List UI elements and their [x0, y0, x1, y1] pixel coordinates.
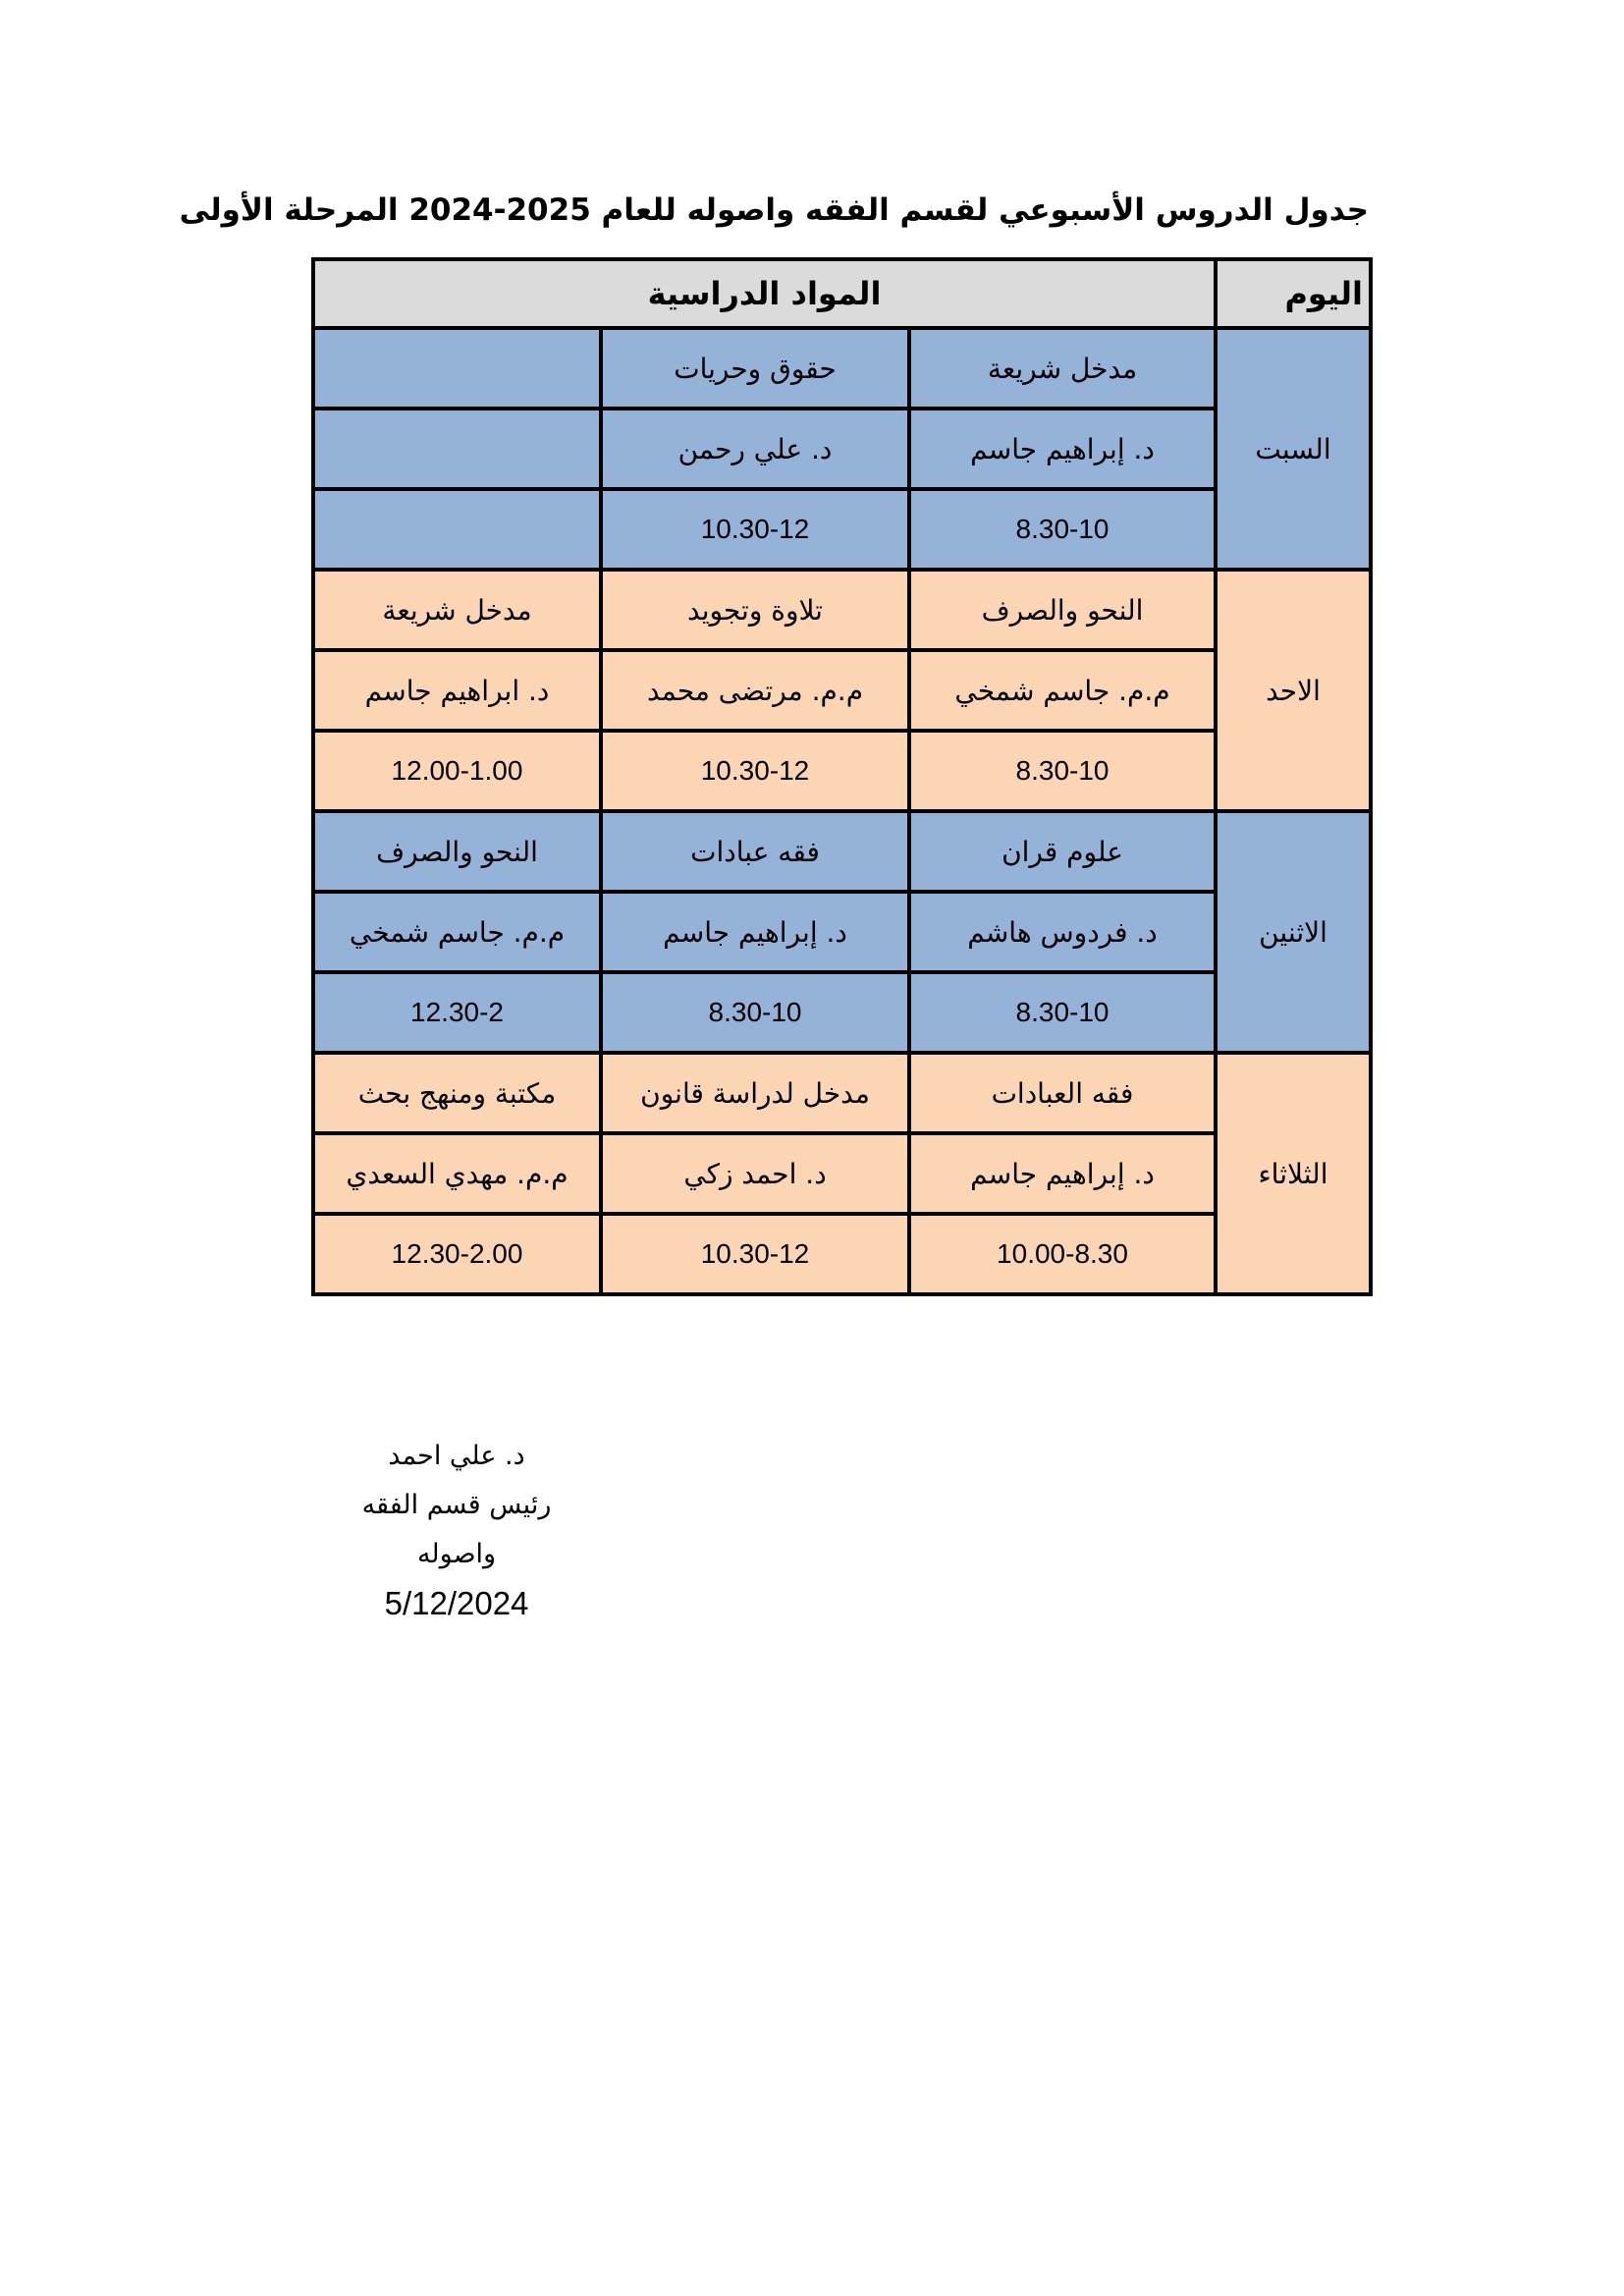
time-cell: 12.00-1.00 — [313, 731, 601, 811]
table-row — [313, 972, 1371, 1053]
table-header-row — [313, 259, 1371, 328]
time-cell: 8.30-10 — [909, 731, 1216, 811]
time-cell: 8.30-10 — [601, 972, 909, 1053]
day-column-header: اليوم — [1216, 259, 1371, 328]
teacher-cell: د. احمد زكي — [601, 1133, 909, 1214]
time-cell: 8.30-10 — [909, 972, 1216, 1053]
day-cell-monday: الاثنين — [1216, 811, 1371, 1053]
subject-cell: النحو والصرف — [909, 570, 1216, 650]
teacher-cell: د. إبراهيم جاسم — [909, 1133, 1216, 1214]
teacher-cell: م.م. جاسم شمخي — [313, 892, 601, 972]
subject-cell: مكتبة ومنهج بحث — [313, 1053, 601, 1133]
time-cell: 12.30-2.00 — [313, 1214, 601, 1294]
teacher-cell: د. علي رحمن — [601, 409, 909, 489]
teacher-cell: د. ابراهيم جاسم — [313, 650, 601, 731]
teacher-cell: د. إبراهيم جاسم — [909, 409, 1216, 489]
subject-cell: مدخل لدراسة قانون — [601, 1053, 909, 1133]
subject-cell — [313, 328, 601, 409]
subject-cell: فقه عبادات — [601, 811, 909, 892]
time-cell: 10.00-8.30 — [909, 1214, 1216, 1294]
table-row — [313, 650, 1371, 731]
table-row — [313, 1053, 1371, 1133]
subject-cell: مدخل شريعة — [909, 328, 1216, 409]
table-row — [313, 328, 1371, 409]
table-row — [313, 409, 1371, 489]
day-cell-tuesday: الثلاثاء — [1216, 1053, 1371, 1294]
day-cell-saturday: السبت — [1216, 328, 1371, 570]
teacher-cell — [313, 409, 601, 489]
subjects-header: المواد الدراسية — [313, 259, 1216, 328]
table-row — [313, 731, 1371, 811]
subject-cell: النحو والصرف — [313, 811, 601, 892]
time-cell: 10.30-12 — [601, 731, 909, 811]
table-row — [313, 1133, 1371, 1214]
subject-cell: تلاوة وتجويد — [601, 570, 909, 650]
signature-role: رئيس قسم الفقه واصوله — [361, 1490, 552, 1569]
subject-cell: فقه العبادات — [909, 1053, 1216, 1133]
time-cell: 12.30-2 — [313, 972, 601, 1053]
teacher-cell: د. فردوس هاشم — [909, 892, 1216, 972]
subject-cell: حقوق وحريات — [601, 328, 909, 409]
time-cell: 8.30-10 — [909, 489, 1216, 570]
teacher-cell: م.م. مرتضى محمد — [601, 650, 909, 731]
subject-cell: علوم قران — [909, 811, 1216, 892]
time-cell: 10.30-12 — [601, 1214, 909, 1294]
table-row — [313, 570, 1371, 650]
time-cell: 10.30-12 — [601, 489, 909, 570]
day-cell-sunday: الاحد — [1216, 570, 1371, 811]
signature-name: د. علي احمد — [388, 1441, 525, 1471]
document-title: جدول الدروس الأسبوعي لقسم الفقه واصوله للعام 2025-2024 المرحلة الأولى — [179, 192, 1369, 228]
table-row — [313, 1214, 1371, 1294]
schedule-table — [311, 257, 1373, 1296]
subject-cell: مدخل شريعة — [313, 570, 601, 650]
signature-block — [324, 1432, 589, 1628]
time-cell — [313, 489, 601, 570]
signature-date: 5/12/2024 — [384, 1585, 529, 1621]
teacher-cell: م.م. جاسم شمخي — [909, 650, 1216, 731]
table-row — [313, 489, 1371, 570]
table-row — [313, 811, 1371, 892]
teacher-cell: م.م. مهدي السعدي — [313, 1133, 601, 1214]
table-row — [313, 892, 1371, 972]
teacher-cell: د. إبراهيم جاسم — [601, 892, 909, 972]
